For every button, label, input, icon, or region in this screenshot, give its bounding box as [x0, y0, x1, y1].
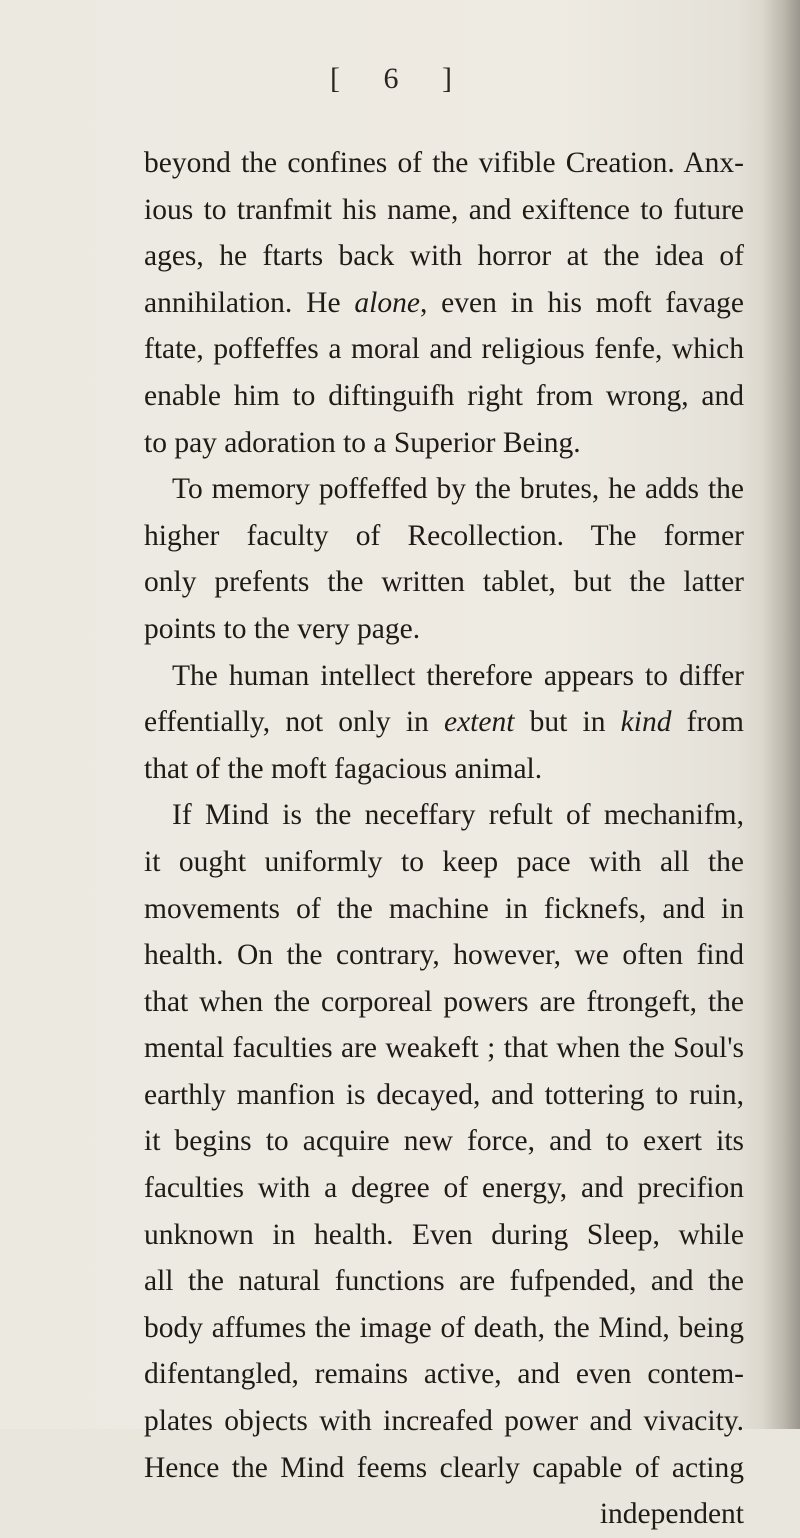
page-number: [ 6 ] — [330, 62, 470, 95]
text-line: it begins to acquire new force, and to exert its — [144, 1125, 744, 1158]
text-line: points to the very page. — [144, 612, 421, 645]
text-line: earthly manfion is decayed, and tottering to ruin, — [144, 1078, 744, 1111]
text-line: beyond the confines of the vifible Creation. Anx- — [144, 147, 744, 179]
text-line: that when the corporeal powers are ftrongeft, the — [144, 985, 744, 1018]
catchword: independent — [599, 1498, 744, 1531]
text-line: Hence the Mind feems clearly capable of acting — [144, 1451, 744, 1484]
text-line: ftate, poffeffes a moral and religious fenfe, which — [144, 333, 744, 366]
text-line: health. On the contrary, however, we often find — [144, 939, 744, 972]
text-line: effentially, not only in extent but in kind from — [144, 706, 744, 739]
text-line: higher faculty of Recollection. The former — [144, 519, 744, 552]
text-line: to pay adoration to a Superior Being. — [144, 426, 581, 459]
text-line: only prefents the written tablet, but the latter — [144, 566, 744, 599]
text-line: mental faculties are weakeft ; that when the Soul's — [144, 1032, 744, 1065]
text-line: ious to tranfmit his name, and exiftence to future — [144, 193, 744, 226]
text-line: movements of the machine in ficknefs, and in — [144, 892, 744, 925]
text-line: plates objects with increafed power and vivacity. — [144, 1405, 744, 1438]
text-line: all the natural functions are fufpended, and the — [144, 1265, 744, 1298]
text-line: body affumes the image of death, the Mind, being — [144, 1311, 744, 1344]
text-line: faculties with a degree of energy, and precifion — [144, 1172, 744, 1205]
text-line: enable him to diftinguifh right from wrong, and — [144, 379, 744, 412]
text-line: The human intellect therefore appears to differ — [172, 659, 744, 692]
text-line: difentangled, remains active, and even contem- — [144, 1358, 744, 1391]
text-line: unknown in health. Even during Sleep, while — [144, 1218, 744, 1251]
text-line: it ought uniformly to keep pace with all the — [144, 845, 744, 878]
text-line: ages, he ftarts back with horror at the idea of — [144, 240, 744, 273]
body-text — [144, 140, 744, 1538]
page-edge-shadow — [762, 0, 800, 1429]
text-line: annihilation. He alone, even in his moft favage — [144, 286, 744, 319]
text-line: To memory poffeffed by the brutes, he adds the — [172, 473, 744, 506]
text-line: that of the moft fagacious animal. — [144, 752, 543, 785]
text-line: If Mind is the neceffary refult of mechanifm, — [172, 799, 744, 832]
